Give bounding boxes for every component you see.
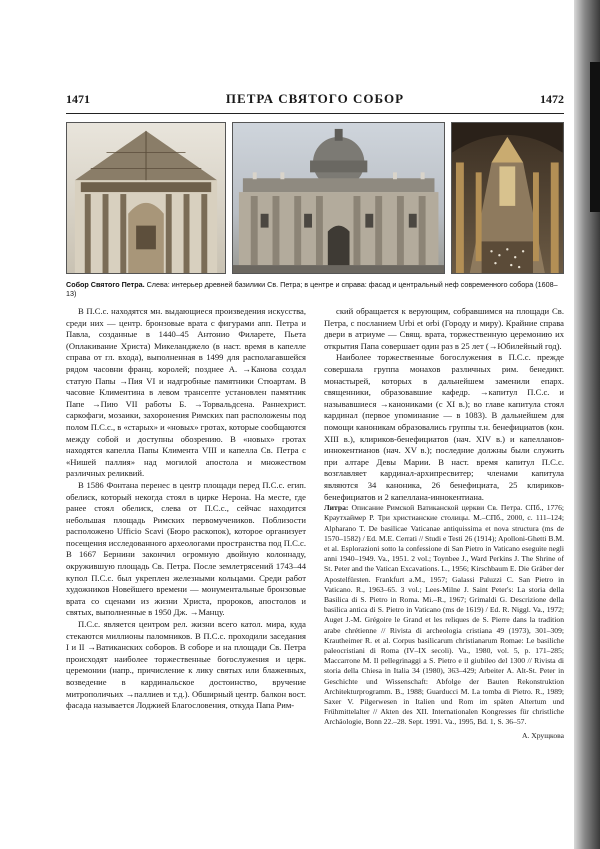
page-number-right: 1472 — [540, 92, 564, 106]
photo-facade-modern-cathedral — [232, 122, 445, 274]
scan-black-tab — [590, 62, 600, 212]
literature-label: Литра: — [324, 503, 349, 513]
page-title: ПЕТРА СВЯТОГО СОБОР — [225, 91, 405, 106]
page — [66, 90, 564, 741]
paragraph: П.С.с. является центром рел. жизни всего катол. мира, куда стекаются миллионы паломников. В П.С.с. проходили заседания I и II →Ватиканских соборов. В соборе и на площади Св. Петра происходят наиболее торжественные богослужения и церк. церемонии (напр., причисление к лику святых или блаженных, возведение в кардинальское достоинство, вручение митрополичьих →паллиев и т.д.). Обширный центр. балкон вост. фасада называется Лоджией Благословения, откуда Папа Рим- — [66, 619, 306, 711]
photo-central-nave-modern-cathedral — [451, 122, 564, 274]
body-columns — [66, 306, 564, 741]
right-column — [324, 306, 564, 741]
page-number-left: 1471 — [66, 92, 90, 106]
running-header — [66, 90, 564, 112]
photo-strip — [66, 122, 564, 274]
paragraph: ский обращается к верующим, собравшимся на площади Св. Петра, с посланием Urbi et orbi (Городу и миру). Крайние справа двери в атриуме — Свящ. врата, торжественную церемонию их открытия Папа совершает один раз в 25 лет (→Юбилейный год). — [324, 306, 564, 351]
paragraph: В 1586 Фонтана перенес в центр площади перед П.С.с. егип. обелиск, который некогда стоял в цирке Нерона. На месте, где ранее стоял обелиск, слева от П.С.с., сейчас находится небольшая площадь Римских первомучеников. Поблизости расположено Ufficio Scavi (Бюро раскопок), которое организует посещения исследованного археологами пространства под П.С.с. В 1667 Бернини закончил огромную двойную колоннаду, окружившую площадь Св. Петра. После землетрясений 1743–44 купол П.С.с. был укреплен железными кольцами. Среди работ художников Новейшего времени — монументальные бронзовые врата со сценами из жизни Христа, пророков, апостолов и святых, выполненные в 1950 Дж. →Манцу. — [66, 479, 306, 618]
paragraph: Наиболее торжественные богослужения в П.С.с. прежде совершала группа монахов различных рим. бенедикт. монастырей, которых в дальнейшем заменили епарх. священники, образовавшие кафедр. →капитул П.С.с. и называвшиеся →канониками (с XI в.); во главе капитула стоял кардинал (первое упоминание — в 1083). В дальнейшем для помощи каноникам образовались группы т.н. бенефициатов (кон. XIII в.), клириков-бенефициатов (нач. XIV в.) и капелланов-иннокентианов (нач. XV в.); последние должны были служить при алтаре Девы Марии. В наст. время капитул П.С.с. возглавляет кардинал-архипресвитер; членами капитула являются 34 каноника, 26 бенефициата, 25 клириков-бенефициатов и 2 капеллана-иннокентиана. — [324, 352, 564, 502]
caption-label: Собор Святого Петра. — [66, 280, 145, 289]
photo-caption — [66, 280, 564, 298]
header-rule — [66, 113, 564, 114]
literature-list — [324, 503, 564, 727]
caption-text: Слева: интерьер древней базилики Св. Петра; в центре и справа: фасад и центральный неф современного собора (1608–13) — [66, 280, 558, 298]
author-signature: А. Хрущкова — [521, 730, 564, 740]
paragraph: В П.С.с. находятся мн. выдающиеся произведения искусства, среди них — центр. бронзовые врата с фигурами апп. Петра и Павла, созданные в 1440–45 Антонио Филарете, Пьета (Оплакивание Христа) Микеланджело (в наст. время в капелле справа от гл. входа), выполненная в 1499 для располагавшейся рядом часовни франц. королей; позднее А. →Канова создал статую Папы →Пия VI и надгробные памятники Стюартам. В часовне Климентина в левом трансепте установлен памятник Папе →Пию VII работы Б. →Торвальдсена. Раннехрист. саркофаги, мозаики, захоронения Римских пап расположены под полом П.С.с., в «старых» и «новых» гротах, которые сообщаются между собой и доступны обозрению. В «новых» гротах находятся капелла Папы Климента VIII и капелла Св. Петра с «Нишей паллия» над могилой апостола и множеством различных реликвий. — [66, 306, 306, 479]
left-column — [66, 306, 306, 741]
literature-text: Описание Римской Ватиканской церкви Св. Петра. СПб., 1776; Краутхаймер Р. Три христианские столицы. М.–СПб., 2000, с. 111–124; Alpharano T. De basilicae Vaticanae antiquissima et nova structura (ms de 1570–1582) / Ed. M.E. Cerrati // Studi e Testi 26 (1914); Apolloni-Ghetti B.M. et al. Esplorazioni sotto la confessione di San Pietro in Vaticano eseguite negli anni 1940–1949. Va., 1951. 2 vol.; Toynbee J., Ward Perkins J. The Shrine of St. Peter and the Vatican Excavations. L., 1956; Kirschbaum E. Die Gräber der Apostelfürsten. Frankfurt a.M., 1957; Galassi Paluzzi C. San Pietro in Vaticano. R., 1963–65. 3 vol.; Lees-Milne J. Saint Peter's: La storia della Basilica di S. Pietro in Roma. Mi.–R., 1967; Grimaldi G. Descrizione della basilica antica di S. Pietro in Vaticano (ms de 1619) / Ed. R. Niggl. Va., 1972; Auget J.-M. Grégoire le Grand et les reliques de S. Pierre dans la tradition arabe chrétienne // Rivista di archeologia cristiana 49 (1973), 301–309; Krautheimer R. et al. Corpus basilicarum christianarum Romae: Le basiliche paleocristiani di Roma (IV–IX secoli). Va., 1980, vol. 5, p. 171–285; Maccarrone M. Il pellegrinaggi a S. Pietro e il giubileo del 1300 // Rivista di storia della Chiesa in Italia 34 (1980), 363–429; Arbeiter A. Alt-St. Peter in Geschichte und Wissenschaft: Abfolge der Bauten Rekonstruktion Architekturprogramm. B., 1988; Guarducci M. La tomba di Pietro. R., 1989; Saxer V. Pilgerwesen in Italien und Rom im späten Altertum und Frühmittelalter // Akten des XII. Internationalen Kongresses für christliche Archäologie, Bonn 22.–28. Sept. 1991. Va., 1995, Bd. 1, S. 36–57. — [324, 503, 564, 727]
photo-interior-ancient-basilica — [66, 122, 226, 274]
